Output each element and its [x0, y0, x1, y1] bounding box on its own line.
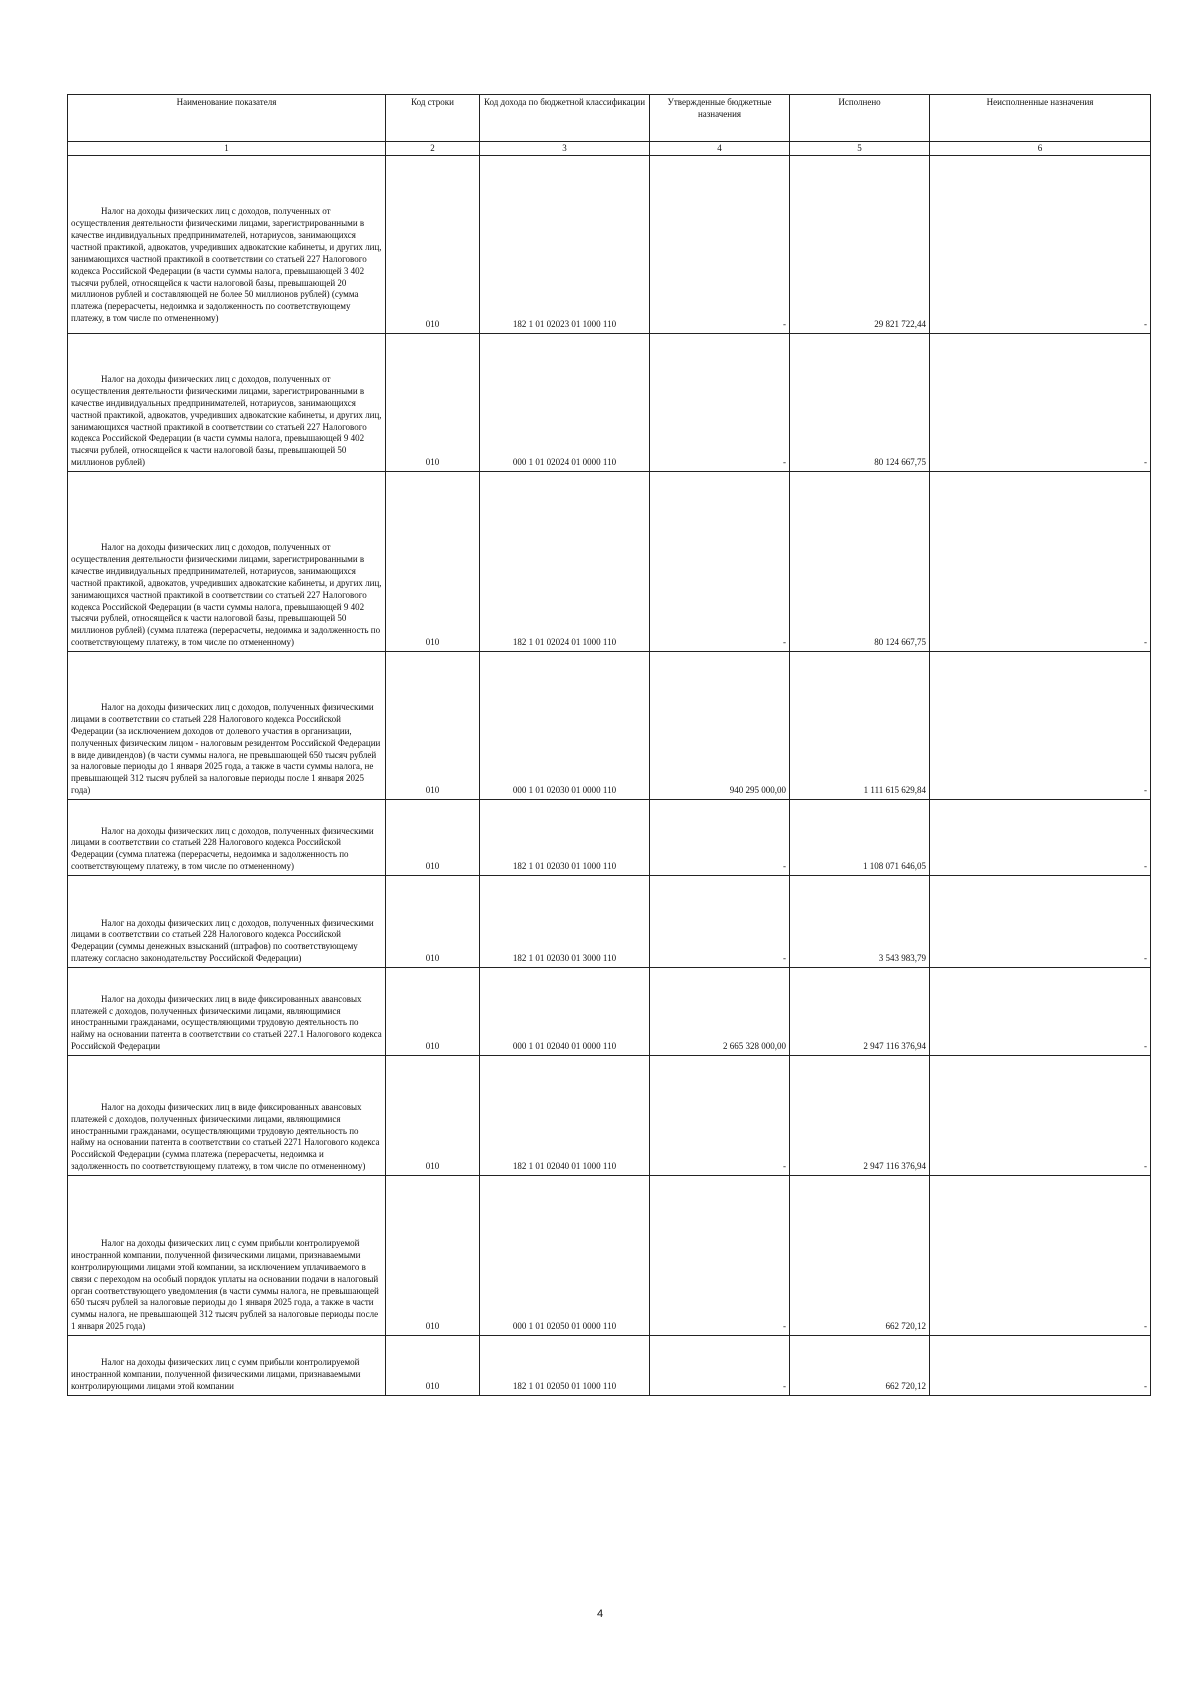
- table-row: [68, 334, 1151, 472]
- line-code: 010: [386, 156, 480, 334]
- executed-amount: 29 821 722,44: [790, 156, 930, 334]
- header-indicator-name: Наименование показателя: [68, 95, 386, 142]
- unexecuted-amount: -: [930, 1056, 1151, 1176]
- indicator-name: Налог на доходы физических лиц с доходов, полученных физическими лицами в соответствии со статьей 228 Налогового кодекса Российской Федерации (суммы денежных взысканий (штрафов) по соответствующему платежу согласно законодательству Российской Федерации): [71, 917, 374, 964]
- income-code: 182 1 01 02030 01 1000 110: [480, 800, 650, 876]
- budget-execution-table: [67, 94, 1151, 1396]
- column-number: 1: [68, 142, 386, 156]
- income-code: 182 1 01 02050 01 1000 110: [480, 1336, 650, 1396]
- executed-amount: 662 720,12: [790, 1176, 930, 1336]
- indicator-name: Налог на доходы физических лиц с доходов, полученных физическими лицами в соответствии со статьей 228 Налогового кодекса Российской Федерации (за исключением доходов от долевого участия в организации, полученных физическим лицом - налоговым резидентом Российской Федерации в виде дивидендов) (в части суммы налога, не превышающей 650 тысяч рублей за налоговые периоды до 1 января 2025 года, а также в части суммы налога, не превышающей 312 тысяч рублей за налоговые периоды после 1 января 2025 года): [71, 702, 381, 796]
- approved-amount: -: [650, 1336, 790, 1396]
- table-row: [68, 652, 1151, 800]
- unexecuted-amount: -: [930, 472, 1151, 652]
- line-code: 010: [386, 800, 480, 876]
- line-code: 010: [386, 968, 480, 1056]
- unexecuted-amount: -: [930, 968, 1151, 1056]
- page-number: 4: [596, 1608, 604, 1620]
- table-row: [68, 472, 1151, 652]
- approved-amount: -: [650, 800, 790, 876]
- indicator-name: Налог на доходы физических лиц с доходов, полученных от осуществления деятельности физическими лицами, зарегистрированными в качестве индивидуальных предпринимателей, нотариусов, занимающихся частной практикой, адвокатов, учредивших адвокатские кабинеты, и других лиц, занимающихся частной практикой в соответствии со статьей 227 Налогового кодекса Российской Федерации (в части суммы налога, превышающей 3 402 тысячи рублей, относящейся к части налоговой базы, превышающей 20 миллионов рублей и составляющей не более 50 миллионов рублей) (сумма платежа (перерасчеты, недоимка и задолженность по соответствующему платежу, в том числе по отмененному): [71, 206, 382, 324]
- column-number-row: [68, 142, 1151, 156]
- line-code: 010: [386, 472, 480, 652]
- header-unexecuted: Неисполненные назначения: [930, 95, 1151, 142]
- table-row: [68, 1056, 1151, 1176]
- line-code: 010: [386, 1176, 480, 1336]
- approved-amount: 2 665 328 000,00: [650, 968, 790, 1056]
- approved-amount: 940 295 000,00: [650, 652, 790, 800]
- table-row: [68, 156, 1151, 334]
- approved-amount: -: [650, 1056, 790, 1176]
- budget-report-sheet: [67, 94, 1150, 1396]
- table-row: [68, 1176, 1151, 1336]
- income-code: 000 1 01 02024 01 0000 110: [480, 334, 650, 472]
- approved-amount: -: [650, 1176, 790, 1336]
- header-row: [68, 95, 1151, 142]
- income-code: 000 1 01 02030 01 0000 110: [480, 652, 650, 800]
- unexecuted-amount: -: [930, 876, 1151, 968]
- income-code: 182 1 01 02030 01 3000 110: [480, 876, 650, 968]
- header-income-code: Код дохода по бюджетной классификации: [480, 95, 650, 142]
- income-code: 000 1 01 02050 01 0000 110: [480, 1176, 650, 1336]
- table-row: [68, 968, 1151, 1056]
- unexecuted-amount: -: [930, 652, 1151, 800]
- unexecuted-amount: -: [930, 1176, 1151, 1336]
- header-approved: Утвержденные бюджетные назначения: [650, 95, 790, 142]
- header-line-code: Код строки: [386, 95, 480, 142]
- executed-amount: 2 947 116 376,94: [790, 1056, 930, 1176]
- header-executed: Исполнено: [790, 95, 930, 142]
- indicator-name: Налог на доходы физических лиц в виде фиксированных авансовых платежей с доходов, полученных физическими лицами, являющимися иностранными гражданами, осуществляющими трудовую деятельность по найму на основании патента в соответствии со статьей 227.1 Налогового кодекса Российской Федерации: [71, 993, 382, 1052]
- executed-amount: 1 111 615 629,84: [790, 652, 930, 800]
- income-code: 182 1 01 02023 01 1000 110: [480, 156, 650, 334]
- table-row: [68, 800, 1151, 876]
- executed-amount: 2 947 116 376,94: [790, 968, 930, 1056]
- column-number: 2: [386, 142, 480, 156]
- indicator-name: Налог на доходы физических лиц с доходов, полученных физическими лицами в соответствии со статьей 228 Налогового кодекса Российской Федерации (сумма платежа (перерасчеты, недоимка и задолженность по соответствующему платежу, в том числе по отмененному): [71, 825, 374, 872]
- column-number: 5: [790, 142, 930, 156]
- indicator-name: Налог на доходы физических лиц с доходов, полученных от осуществления деятельности физическими лицами, зарегистрированными в качестве индивидуальных предпринимателей, нотариусов, занимающихся частной практикой, адвокатов, учредивших адвокатские кабинеты, и других лиц, занимающихся частной практикой в соответствии со статьей 227 Налогового кодекса Российской Федерации (в части суммы налога, превышающей 9 402 тысячи рублей, относящейся к части налоговой базы, превышающей 50 миллионов рублей): [71, 374, 382, 468]
- line-code: 010: [386, 1336, 480, 1396]
- unexecuted-amount: -: [930, 334, 1151, 472]
- column-number: 6: [930, 142, 1151, 156]
- column-number: 4: [650, 142, 790, 156]
- indicator-name: Налог на доходы физических лиц с сумм прибыли контролируемой иностранной компании, полученной физическими лицами, признаваемыми контролирующими лицами этой компании: [71, 1357, 361, 1392]
- column-number: 3: [480, 142, 650, 156]
- indicator-name: Налог на доходы физических лиц с доходов, полученных от осуществления деятельности физическими лицами, зарегистрированными в качестве индивидуальных предпринимателей, нотариусов, занимающихся частной практикой, адвокатов, учредивших адвокатские кабинеты, и других лиц, занимающихся частной практикой в соответствии со статьей 227 Налогового кодекса Российской Федерации (в части суммы налога, превышающей 9 402 тысячи рублей, относящейся к части налоговой базы, превышающей 50 миллионов рублей) (сумма платежа (перерасчеты, недоимка и задолженность по соответствующему платежу, в том числе по отмененному): [71, 542, 382, 648]
- unexecuted-amount: -: [930, 1336, 1151, 1396]
- income-code: 000 1 01 02040 01 0000 110: [480, 968, 650, 1056]
- line-code: 010: [386, 876, 480, 968]
- line-code: 010: [386, 334, 480, 472]
- table-row: [68, 876, 1151, 968]
- unexecuted-amount: -: [930, 156, 1151, 334]
- income-code: 182 1 01 02024 01 1000 110: [480, 472, 650, 652]
- executed-amount: 1 108 071 646,05: [790, 800, 930, 876]
- indicator-name: Налог на доходы физических лиц в виде фиксированных авансовых платежей с доходов, полученных физическими лицами, являющимися иностранными гражданами, осуществляющими трудовую деятельность по найму на основании патента в соответствии со статьей 2271 Налогового кодекса Российской Федерации (сумма платежа (перерасчеты, недоимка и задолженность по соответствующему платежу, в том числе по отмененному): [71, 1101, 380, 1172]
- approved-amount: -: [650, 156, 790, 334]
- line-code: 010: [386, 652, 480, 800]
- indicator-name: Налог на доходы физических лиц с сумм прибыли контролируемой иностранной компании, полученной физическими лицами, признаваемыми контролирующими лицами этой компании, за исключением уплачиваемого в связи с переходом на особый порядок уплаты на основании подачи в налоговый орган соответствующего уведомления (в части суммы налога, не превышающей 650 тысяч рублей за налоговые периоды до 1 января 2025 года, а также в части суммы налога, не превышающей 312 тысяч рублей за налоговые периоды после 1 января 2025 года): [71, 1238, 379, 1332]
- executed-amount: 80 124 667,75: [790, 472, 930, 652]
- table-row: [68, 1336, 1151, 1396]
- income-code: 182 1 01 02040 01 1000 110: [480, 1056, 650, 1176]
- line-code: 010: [386, 1056, 480, 1176]
- unexecuted-amount: -: [930, 800, 1151, 876]
- approved-amount: -: [650, 334, 790, 472]
- executed-amount: 3 543 983,79: [790, 876, 930, 968]
- approved-amount: -: [650, 876, 790, 968]
- executed-amount: 662 720,12: [790, 1336, 930, 1396]
- executed-amount: 80 124 667,75: [790, 334, 930, 472]
- approved-amount: -: [650, 472, 790, 652]
